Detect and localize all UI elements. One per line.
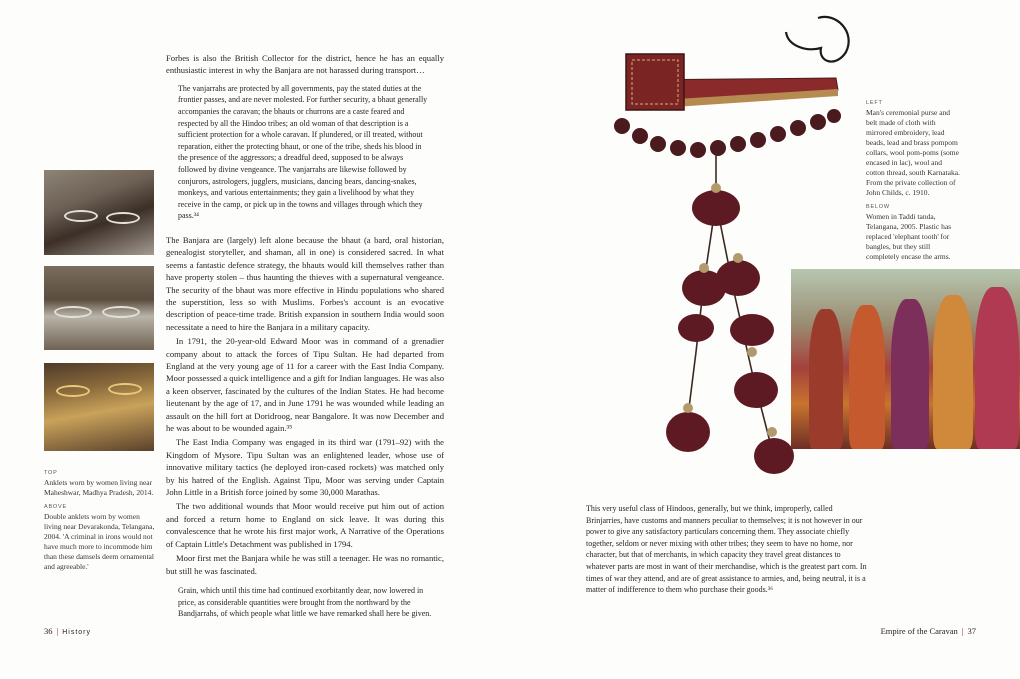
left-captions: [44, 464, 156, 572]
folio-left: [44, 626, 91, 636]
block-quote: The vanjarrahs are protected by all governments, pay the stated duties at the frontier passes, and are never molested. For further security, a bhaut generally accompanies the caravan; the bhauts or churrons are a caste feared and respected by all the Hindoo tribes; an old woman of that description is a sufficient protection for a whole caravan. If plundered, or ill treated, without reparation, either the protecting bhaut, or one of the tribe, sheds his blood in the presence of the aggressors; a dreadful deed, supposed to be always followed by divine vengeance. The vanjarrahs are likewise followed by conjurors, astrologers, jugglers, musicians, dancing bears, dancing-snakes, monkeys, and various entertainments; they gain a livelihood by what they receive in the camp, or pick up in the towns and villages through which they pass.³⁴: [178, 83, 428, 221]
anklet-shape: [54, 306, 92, 318]
anklets-photo-top: [44, 170, 154, 255]
woman-figure: [891, 299, 929, 449]
cord-loop: [786, 17, 849, 62]
body-paragraph: In 1791, the 20-year-old Edward Moor was in command of a grenadier company about to attack the forces of Tipu Sultan. He had departed from England at the very young age of 11 for a career with the East India Company. Moor possessed a quick intelligence and a gift for Indian languages. He was also a keen observer, fascinated by the cultures of the Indian States. He had become lieutenant by the age of 17, and in June 1791 he was wounded while leading an assault on the hill fort at Doridroog, near Bangalore. It was now December and he was about to be wounded again.³⁵: [166, 336, 444, 434]
left-text-column: [166, 52, 444, 632]
anklet-shape: [106, 212, 140, 224]
right-text-column: [586, 503, 870, 596]
anklet-shape: [56, 385, 90, 397]
woman-figure: [933, 295, 973, 449]
page-number: 36: [44, 626, 53, 636]
caption-text-top: Anklets worn by women living near Maheshwar, Madhya Pradesh, 2014.: [44, 478, 154, 497]
anklet-shape: [102, 306, 140, 318]
running-head: History: [62, 629, 91, 636]
caption-label-above: ABOVE: [44, 504, 67, 510]
caption-label-below: BELOW: [866, 204, 890, 210]
woman-figure: [975, 287, 1019, 449]
folio-separator: |: [56, 626, 59, 636]
body-paragraph: The two additional wounds that Moor would receive put him out of action and forced a return home to England on sick leave. It was during this convalescence that he wrote his first major work, A Narrative of the Operations of Captain Little's Detachment was published in 1794.: [166, 501, 444, 549]
anklet-shape: [108, 383, 142, 395]
right-captions: [866, 94, 960, 262]
caption-label-top: TOP: [44, 470, 58, 476]
woman-figure: [809, 309, 843, 449]
caption-text-above: Double anklets worn by women living near Devarakonda, Telangana, 2004. 'A criminal in irons would not have much more to incommode him than these damsels deem ornamental and agreeable.': [44, 512, 155, 571]
body-paragraph: The East India Company was engaged in its third war (1791–92) with the Kingdom of Mysore. Tipu Sultan was an enlightened leader, whose use of innovative military tactics (he deployed iron-cased rockets) was matched only by his hatred of the English. Against Tipu, Moor was serving under Captain John Little in a British force joined by some 30,000 Marathas.: [166, 437, 444, 498]
anklets-photo-middle: [44, 266, 154, 350]
right-page: [510, 0, 1020, 679]
woman-figure: [849, 305, 885, 449]
folio-right: [881, 626, 976, 636]
anklets-photo-bottom: [44, 363, 154, 451]
intro-paragraph: Forbes is also the British Collector for the district, hence he has an equally enthusiastic interest in why the Banjara are not harassed during transport…: [166, 53, 444, 76]
fringe-tassels: [614, 109, 841, 158]
anklet-shape: [64, 210, 98, 222]
body-paragraph: Moor first met the Banjara while he was still a teenager. He was no romantic, but still he was fascinated.: [166, 553, 444, 576]
banjara-women-photo: [791, 269, 1020, 449]
caption-label-left: LEFT: [866, 100, 883, 106]
body-paragraph: The Banjara are (largely) left alone because the bhaut (a bard, oral historian, genealogist storyteller, and shaman, all in one) is considered sacred. In what seems a fantastic defence strategy, the bhauts would kill themselves rather than have property stolen – thus haunting the thieves with a supernatural vengeance. The security of the bhaut was more effective in Hindu populations who shared the superstition, less so with Muslims. Forbes's account is an evocative description of peace-time trade. British expansion in southern India would soon necessitate a need to hire the Banjara in a military capacity.: [166, 234, 444, 332]
caption-text-left: Man's ceremonial purse and belt made of cloth with mirrored embroidery, lead beads, lead and brass pompom collars, wool pom-poms (some encased in lac), wool and cotton thread, south Karnataka. From the private collection of John Childs, c. 1910.: [866, 108, 960, 197]
page-number: 37: [967, 626, 976, 636]
folio-separator: |: [961, 626, 964, 636]
block-quote: This very useful class of Hindoos, generally, but we think, improperly, called Brinjarries, have customs and manners peculiar to themselves; it is not however in our power to give any satisfactory particulars concerning them. They associate chiefly together, seldom or never mixing with other tribes; they seem to have no home, nor character, but that of merchants, in which capacity they travel great distances to whatever parts are most in want of their merchandise, which is the greatest part corn. In times of war they attend, and are of great assistance to armies, and, being neutral, it is a matter of indifference to them who purchase their goods.³⁶: [586, 504, 867, 595]
running-head: Empire of the Caravan: [880, 626, 958, 636]
caption-text-below: Women in Taddi tanda, Telangana, 2005. Plastic has replaced 'elephant tooth' for bangles, but they still completely encase the arms.: [866, 212, 952, 261]
block-quote: Grain, which until this time had continued exorbitantly dear, now lowered in price, as considerable quantities were brought from the northward by the Bandjarrahs, of which people what little we have remarked shall here be given.: [178, 585, 432, 619]
purse-pouch: [626, 54, 684, 110]
